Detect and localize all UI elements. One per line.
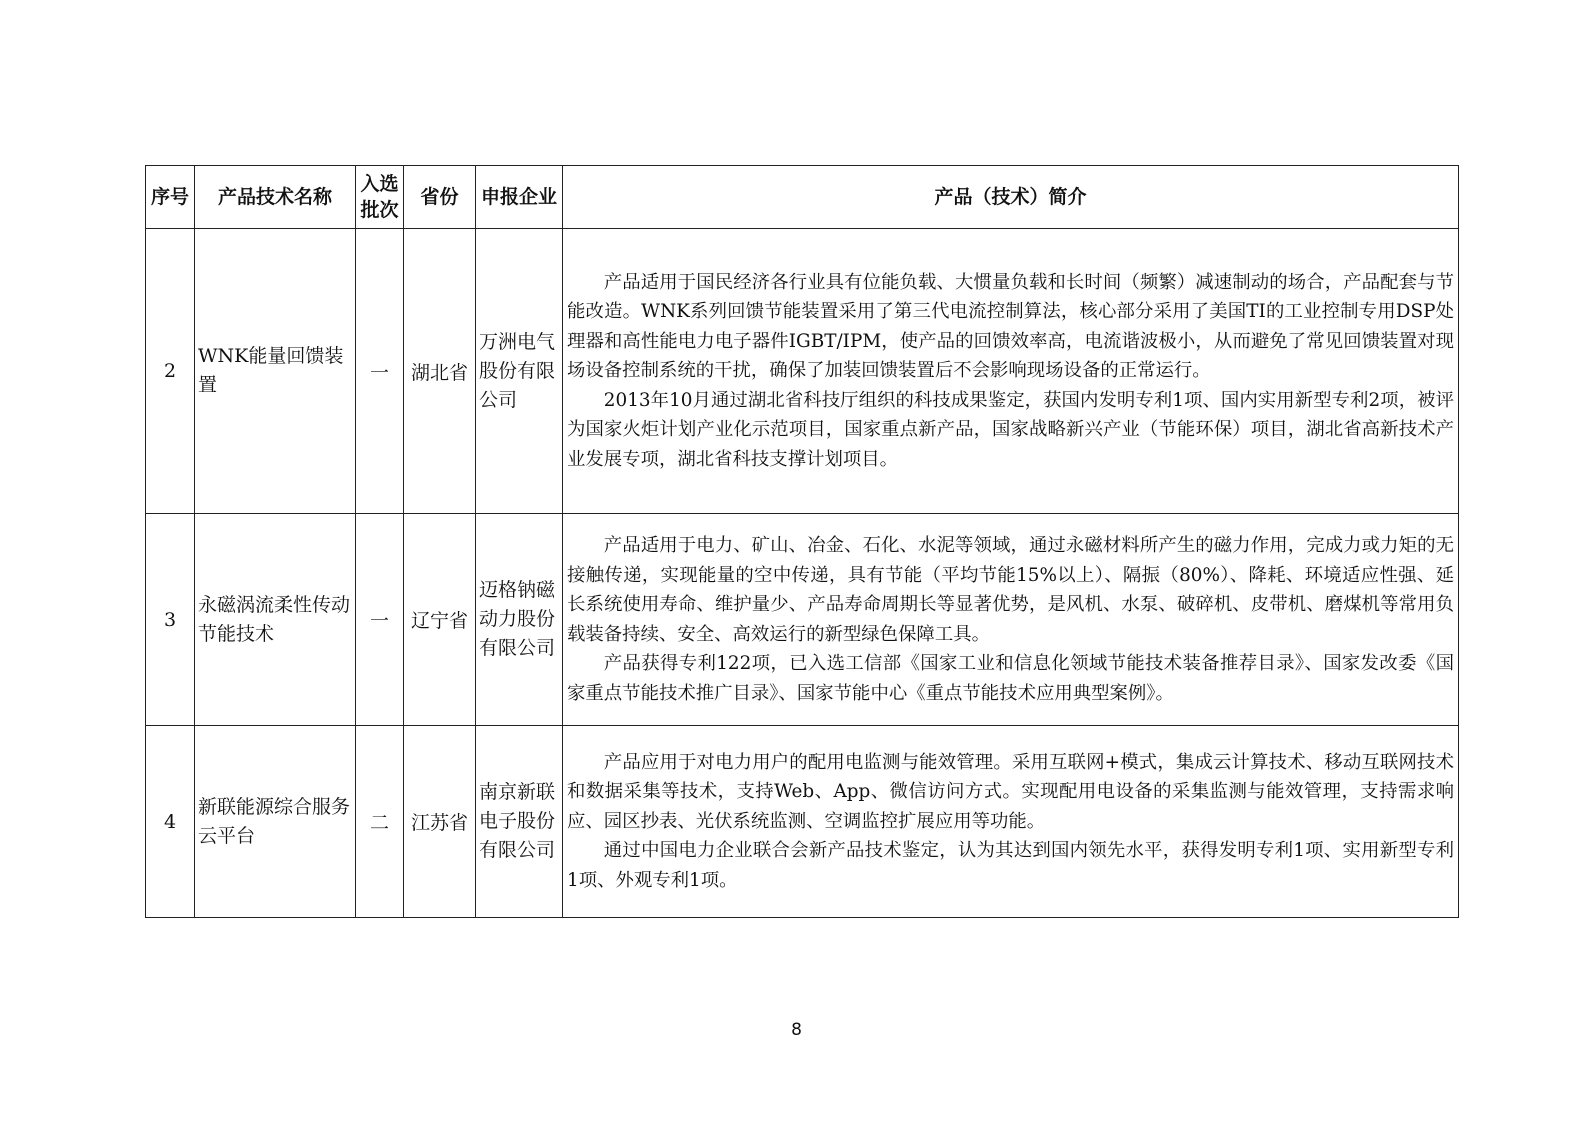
row-batch: 一 (356, 514, 404, 726)
description-paragraph: 产品应用于对电力用户的配用电监测与能效管理。采用互联网+模式，集成云计算技术、移动互联网技术和数据采集等技术，支持Web、App、微信访问方式。实现配用电设备的采集监测与能效管理，支持需求响应、园区抄表、光伏系统监测、空调监控扩展应用等功能。 (567, 751, 1454, 832)
table-header-row (146, 166, 1459, 229)
header-index: 序号 (146, 166, 195, 229)
header-province: 省份 (404, 166, 476, 229)
row-province: 湖北省 (404, 229, 476, 514)
row-description (563, 726, 1459, 918)
table-row (146, 229, 1459, 514)
row-index: 4 (146, 726, 195, 918)
description-paragraph: 产品适用于电力、矿山、冶金、石化、水泥等领域，通过永磁材料所产生的磁力作用，完成力或力矩的无接触传递，实现能量的空中传递，具有节能（平均节能15%以上）、隔振（80%）、降耗、环境适应性强、延长系统使用寿命、维护量少、产品寿命周期长等显著优势，是风机、水泵、破碎机、皮带机、磨煤机等常用负载装备持续、安全、高效运行的新型绿色保障工具。 (567, 535, 1454, 645)
row-province: 江苏省 (404, 726, 476, 918)
row-batch: 二 (356, 726, 404, 918)
description-paragraph: 产品适用于国民经济各行业具有位能负载、大惯量负载和长时间（频繁）减速制动的场合，产品配套与节能改造。WNK系列回馈节能装置采用了第三代电流控制算法，核心部分采用了美国TI的工业控制专用DSP处理器和高性能电力电子器件IGBT/IPM，使产品的回馈效率高，电流谐波极小，从而避免了常见回馈装置对现场设备控制系统的干扰，确保了加装回馈装置后不会影响现场设备的正常运行。 (567, 271, 1454, 382)
row-company: 万洲电气股份有限公司 (476, 229, 563, 514)
header-batch: 入选批次 (356, 166, 404, 229)
row-product-name: 永磁涡流柔性传动节能技术 (195, 514, 356, 726)
description-paragraph: 通过中国电力企业联合会新产品技术鉴定，认为其达到国内领先水平，获得发明专利1项、实用新型专利1项、外观专利1项。 (567, 840, 1454, 891)
description-paragraph: 产品获得专利122项，已入选工信部《国家工业和信息化领域节能技术装备推荐目录》、国家发改委《国家重点节能技术推广目录》、国家节能中心《重点节能技术应用典型案例》。 (567, 653, 1454, 704)
row-batch: 一 (356, 229, 404, 514)
row-company: 南京新联电子股份有限公司 (476, 726, 563, 918)
table-row (146, 726, 1459, 918)
row-index: 3 (146, 514, 195, 726)
description-paragraph: 2013年10月通过湖北省科技厅组织的科技成果鉴定，获国内发明专利1项、国内实用新型专利2项，被评为国家火炬计划产业化示范项目，国家重点新产品，国家战略新兴产业（节能环保）项目，湖北省高新技术产业发展专项，湖北省科技支撑计划项目。 (567, 389, 1454, 470)
row-description (563, 229, 1459, 514)
header-description: 产品（技术）简介 (563, 166, 1459, 229)
page-number: 8 (791, 1020, 802, 1040)
row-product-name: WNK能量回馈装置 (195, 229, 356, 514)
product-table (145, 165, 1459, 918)
header-company: 申报企业 (476, 166, 563, 229)
row-index: 2 (146, 229, 195, 514)
table-row (146, 514, 1459, 726)
header-product-name: 产品技术名称 (195, 166, 356, 229)
row-company: 迈格钠磁动力股份有限公司 (476, 514, 563, 726)
row-description (563, 514, 1459, 726)
row-province: 辽宁省 (404, 514, 476, 726)
row-product-name: 新联能源综合服务云平台 (195, 726, 356, 918)
